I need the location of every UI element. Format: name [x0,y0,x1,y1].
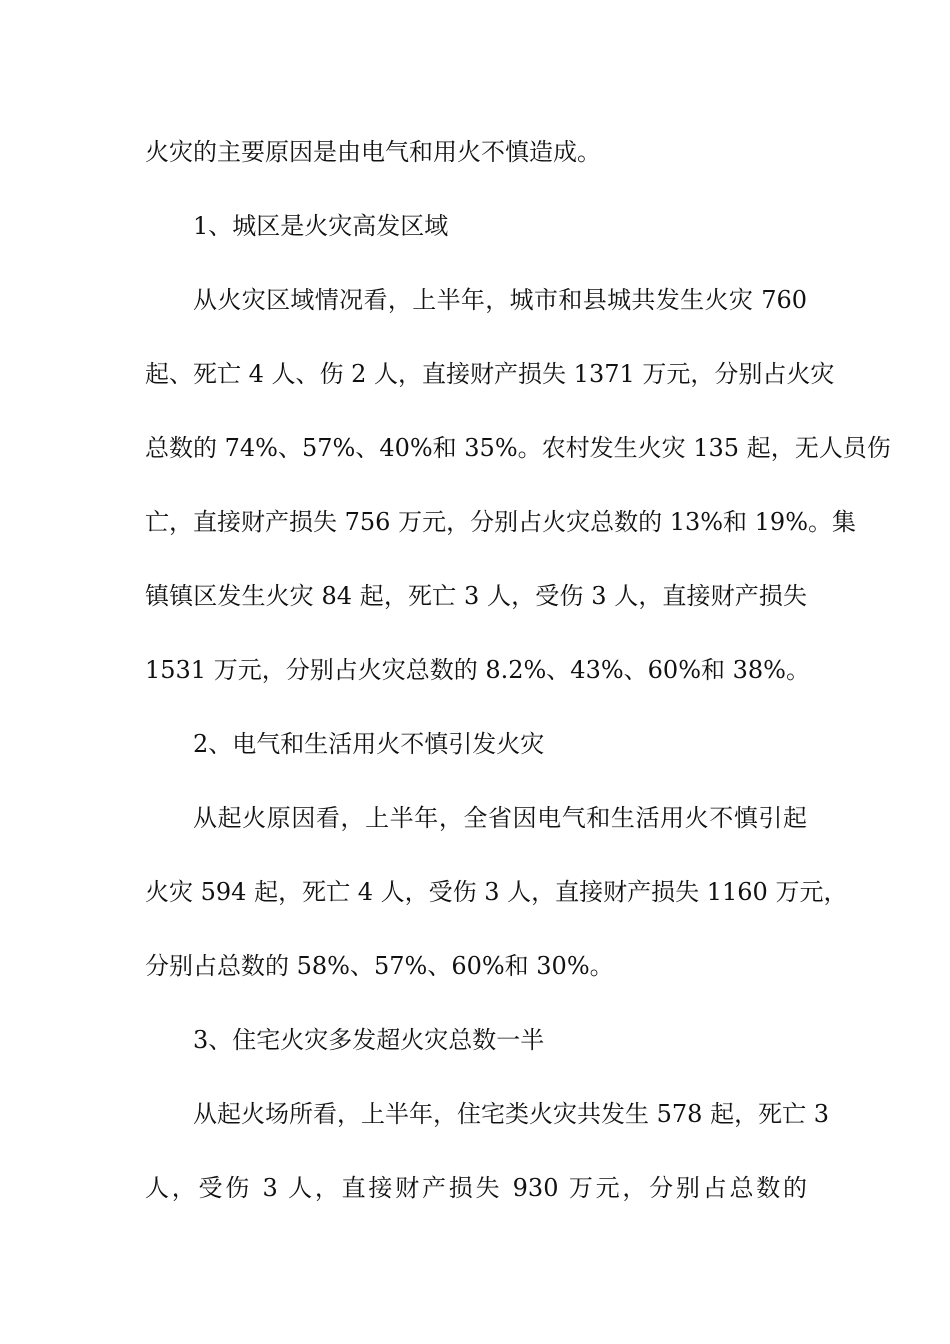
paragraph-line: 1531 万元，分别占火灾总数的 8.2%、43%、60%和 38%。 [145,656,810,684]
section-heading-2: 2、电气和生活用火不慎引发火灾 [193,730,545,758]
paragraph-line: 总数的 74%、57%、40%和 35%。农村发生火灾 135 起，无人员伤 [145,434,891,462]
section-heading-3: 3、住宅火灾多发超火灾总数一半 [193,1026,545,1054]
paragraph-line: 从火灾区域情况看，上半年，城市和县城共发生火灾 760 [193,286,807,314]
paragraph-line: 亡，直接财产损失 756 万元，分别占火灾总数的 13%和 19%。集 [145,508,857,536]
section-heading-1: 1、城区是火灾高发区域 [193,212,449,240]
paragraph-line: 火灾的主要原因是由电气和用火不慎造成。 [145,138,601,166]
paragraph-line: 起、死亡 4 人、伤 2 人，直接财产损失 1371 万元，分别占火灾 [145,360,835,388]
paragraph-line: 从起火场所看，上半年，住宅类火灾共发生 578 起，死亡 3 [193,1100,829,1128]
paragraph-line: 镇镇区发生火灾 84 起，死亡 3 人，受伤 3 人，直接财产损失 [145,582,807,610]
paragraph-line: 分别占总数的 58%、57%、60%和 30%。 [145,952,614,980]
paragraph-line: 火灾 594 起，死亡 4 人，受伤 3 人，直接财产损失 1160 万元， [145,878,848,906]
paragraph-line: 人，受伤 3 人，直接财产损失 930 万元，分别占总数的 [145,1174,807,1202]
paragraph-line: 从起火原因看，上半年，全省因电气和生活用火不慎引起 [193,804,807,832]
